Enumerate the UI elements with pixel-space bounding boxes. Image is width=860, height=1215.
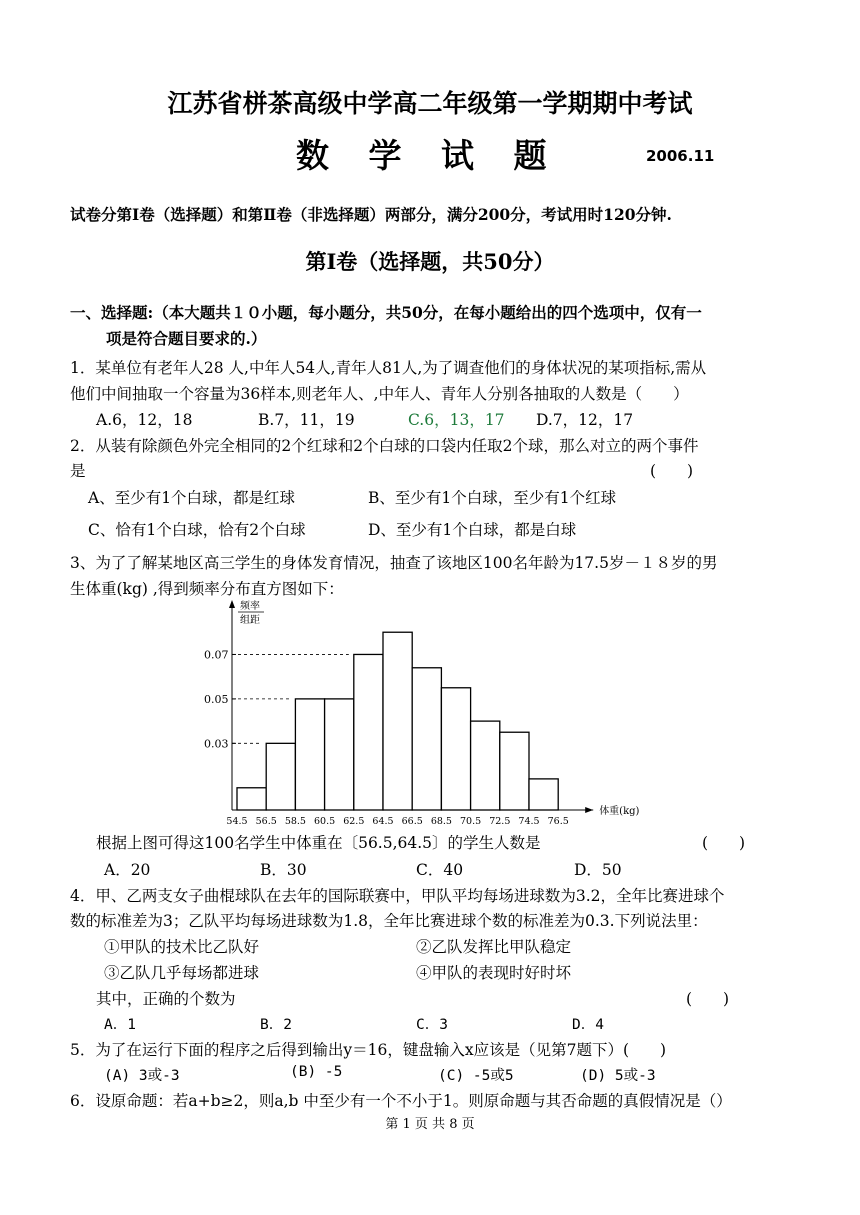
exam-school-title: 江苏省栟茶高级中学高二年级第一学期期中考试 (167, 89, 693, 118)
q3-answer-paren: ( ) (702, 834, 746, 852)
y-label-top: 频率 (240, 601, 260, 612)
q2-option-c: C、恰有1个白球，恰有2个白球 (88, 521, 306, 539)
y-tick-label: 0.03 (204, 737, 229, 751)
histogram-bar (529, 779, 558, 810)
q5-option-b: (B) -5 (290, 1064, 343, 1080)
q1-option-a: A.6，12，18 (96, 411, 193, 429)
q3-line2: 生体重(kg) ,得到频率分布直方图如下： (70, 580, 344, 598)
section1-heading-line2: 项是符合题目要求的.） (106, 329, 267, 348)
q2-option-d: D、至少有1个白球，都是白球 (368, 521, 577, 539)
x-tick-label: 72.5 (489, 816, 511, 827)
x-tick-label: 68.5 (430, 816, 452, 827)
x-tick-label: 56.5 (255, 816, 277, 827)
histogram-bar (266, 743, 295, 810)
x-tick-label: 62.5 (343, 816, 365, 827)
q6-line1: 6．设原命题：若a+b≥2，则a,b 中至少有一个不小于1。则原命题与其否命题的真假情况是（） (70, 1092, 732, 1110)
y-tick-label: 0.05 (204, 692, 229, 706)
q2-option-a: A、至少有1个白球，都是红球 (88, 489, 296, 507)
x-axis-arrow (585, 807, 593, 813)
q4-statement-3: ③乙队几乎每场都进球 (104, 964, 260, 982)
x-tick-label: 54.5 (226, 816, 248, 827)
x-tick-label: 60.5 (314, 816, 336, 827)
q4-question: 其中，正确的个数为 (96, 990, 236, 1008)
q1-option-b: B.7，11，19 (258, 411, 355, 429)
q2-line2: 是 (70, 462, 86, 480)
q1-line2: 他们中间抽取一个容量为36样本,则老年人、,中年人、青年人分别各抽取的人数是（ ） (70, 385, 689, 403)
x-tick-label: 66.5 (401, 816, 423, 827)
q2-line1: 2．从装有除颜色外完全相同的2个红球和2个白球的口袋内任取2个球，那么对立的两个事件 (70, 437, 699, 455)
exam-subject-title: 数 学 试 题 (296, 136, 561, 175)
x-tick-label: 74.5 (518, 816, 540, 827)
q5-option-a: (A) 3或-3 (104, 1068, 180, 1084)
q3-option-b: B．30 (260, 861, 307, 879)
q3-option-a: A．20 (104, 861, 151, 879)
y-label-bottom: 组距 (240, 615, 260, 626)
histogram-bar (500, 732, 529, 810)
histogram-bar (412, 668, 441, 810)
histogram-bar (471, 721, 500, 810)
x-tick-label: 76.5 (547, 816, 569, 827)
part1-title: 第Ⅰ卷（选择题，共50分） (305, 249, 555, 274)
histogram-bar (441, 688, 470, 810)
x-tick-label: 64.5 (372, 816, 394, 827)
q3-line1: 3、为了了解某地区高三学生的身体发育情况，抽查了该地区100名年龄为17.5岁－１８岁的男 (70, 554, 718, 572)
x-tick-label: 58.5 (284, 816, 306, 827)
q2-option-b: B、至少有1个白球，至少有1个红球 (368, 489, 617, 507)
histogram-bar (325, 699, 354, 810)
q3-option-d: D．50 (574, 861, 622, 879)
q1-option-c: C.6，13，17 (408, 411, 505, 429)
weight-histogram (190, 596, 670, 830)
y-axis-arrow (229, 600, 235, 608)
exam-date: 2006.11 (646, 147, 715, 165)
q4-statement-4: ④甲队的表现时好时坏 (416, 964, 572, 982)
q4-statement-1: ①甲队的技术比乙队好 (104, 938, 260, 956)
y-tick-label: 0.07 (204, 648, 229, 662)
x-tick-label: 70.5 (460, 816, 482, 827)
histogram-bar (237, 788, 266, 810)
page-footer: 第 1 页 共 8 页 (385, 1117, 475, 1132)
q4-line1: 4．甲、乙两支女子曲棍球队在去年的国际联赛中，甲队平均每场进球数为3.2，全年比赛进球个 (70, 887, 725, 905)
q4-option-a: A．1 (104, 1017, 136, 1033)
q4-line2: 数的标准差为3；乙队平均每场进球数为1.8，全年比赛进球个数的标准差为0.3.下列说法里： (70, 912, 708, 930)
section1-heading-line1: 一、选择题:（本大题共１０小题，每小题分，共50分，在每小题给出的四个选项中，仅有一 (70, 303, 702, 322)
q4-option-c: C．3 (416, 1017, 448, 1033)
q2-answer-paren: ( ) (650, 462, 694, 480)
x-axis-label: 体重(kg) (599, 806, 640, 817)
q4-option-b: B．2 (260, 1017, 292, 1033)
q3-option-c: C．40 (416, 861, 464, 879)
q1-option-d: D.7，12，17 (536, 411, 634, 429)
q4-statement-2: ②乙队发挥比甲队稳定 (416, 938, 572, 956)
histogram-bar (295, 699, 324, 810)
histogram-bar (383, 632, 412, 810)
q5-option-d: (D) 5或-3 (580, 1068, 656, 1084)
q4-option-d: D．4 (572, 1017, 604, 1033)
histogram-bar (354, 654, 383, 810)
q4-answer-paren: ( ) (686, 990, 730, 1008)
q3-question: 根据上图可得这100名学生中体重在〔56.5,64.5〕的学生人数是 (96, 834, 541, 852)
exam-intro: 试卷分第Ⅰ卷（选择题）和第Ⅱ卷（非选择题）两部分，满分200分，考试用时120分钟. (70, 205, 672, 224)
q5-option-c: (C) -5或5 (438, 1068, 514, 1084)
q5-line1: 5．为了在运行下面的程序之后得到输出y＝16，键盘输入x应该是（见第7题下）( ) (70, 1041, 667, 1059)
q1-line1: 1．某单位有老年人28 人,中年人54人,青年人81人,为了调查他们的身体状况的某项指标,需从 (70, 359, 707, 377)
